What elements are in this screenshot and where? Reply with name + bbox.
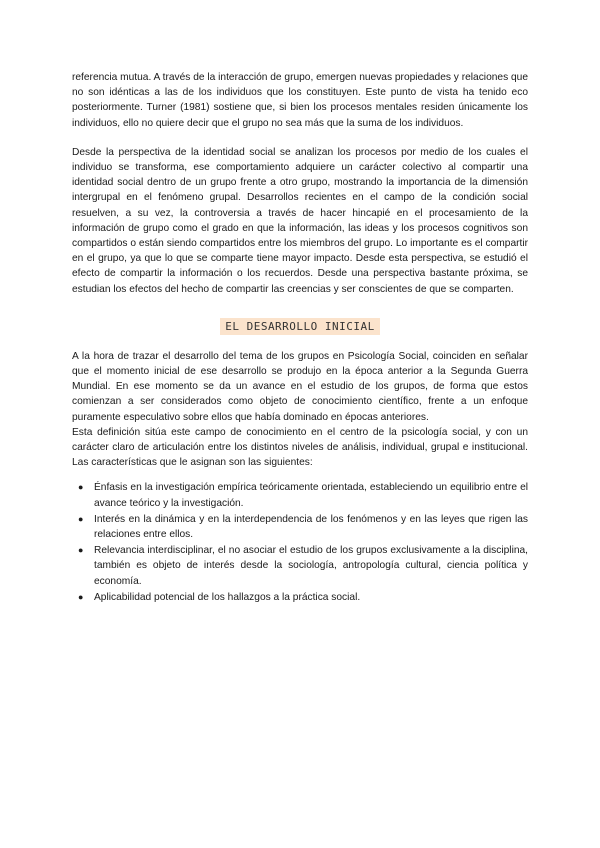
intro-paragraph: Desde la perspectiva de la identidad social se analizan los procesos por medio de los cuales el individuo se transforma, ese comportamiento adquiere un carácter colectivo al compartir una identidad social dentro de un grupo frente a otro grupo, mostrando la importancia de la dimensión intergrupal en el fenómeno grupal. Desarrollos recientes en el campo de la condición social resuelven, a su vez, la controversia a través de hacer hincapié en el procesamiento de la información de grupo como el grado en que la información, las ideas y los procesos cognitivos son compartidos o están siendo compartidos entre los miembros del grupo. Lo importante es el compartir en el grupo, ya que lo que se comparte tiene mayor impacto. Desde esta perspectiva, se estudió el efecto de compartir la información o los recuerdos. Desde una perspectiva bastante próxima, se estudian los efectos del hecho de compartir las creencias y ser conscientes de que se comparten. xyxy=(72,146,528,295)
bullet-icon: ● xyxy=(78,545,84,556)
list-item xyxy=(72,543,528,589)
page-content xyxy=(72,70,528,606)
list-item xyxy=(72,512,528,542)
list-item-text: Relevancia interdisciplinar, el no asociar el estudio de los grupos exclusivamente a la disciplina, también es objeto de interés desde la sociología, antropología cultural, ciencia política y economía. xyxy=(94,545,528,587)
list-item xyxy=(72,590,528,605)
section-paragraph: Esta definición sitúa este campo de conocimiento en el centro de la psicología social, y con un carácter claro de articulación entre los distintos niveles de análisis, individual, grupal e institucional. Las características que le asignan son las siguientes: xyxy=(72,426,528,469)
list-item xyxy=(72,480,528,510)
list-item-text: Aplicabilidad potencial de los hallazgos a la práctica social. xyxy=(94,591,361,603)
list-item-text: Énfasis en la investigación empírica teóricamente orientada, estableciendo un equilibrio entre el avance teórico y la investigación. xyxy=(94,482,528,509)
bullet-icon: ● xyxy=(78,513,84,524)
bullet-icon: ● xyxy=(78,591,84,602)
characteristics-list xyxy=(72,480,528,605)
section-heading: EL DESARROLLO INICIAL xyxy=(220,318,380,335)
list-item-text: Interés en la dinámica y en la interdependencia de los fenómenos y en las leyes que rigen las relaciones entre ellos. xyxy=(94,513,528,541)
bullet-icon: ● xyxy=(78,482,84,493)
intro-paragraph: referencia mutua. A través de la interacción de grupo, emergen nuevas propiedades y relaciones que no son idénticas a las de los individuos que los constituyen. Este punto de vista ha tenido eco posteriormente. Turner (1981) sostiene que, si bien los procesos mentales residen únicamente los individuos, ello no quiere decir que el grupo no sea más que la suma de los individuos. xyxy=(72,72,528,129)
section-paragraph: A la hora de trazar el desarrollo del tema de los grupos en Psicología Social, coinciden en señalar que el momento inicial de ese desarrollo se produjo en la época anterior a la Segunda Guerra Mundial. En ese momento se da un avance en el estudio de los grupos, de forma que estos comienzan a ser considerados como objeto de conocimiento científico, frente a un enfoque puramente especulativo sobre ellos que había dominado en épocas anteriores. xyxy=(72,350,528,423)
